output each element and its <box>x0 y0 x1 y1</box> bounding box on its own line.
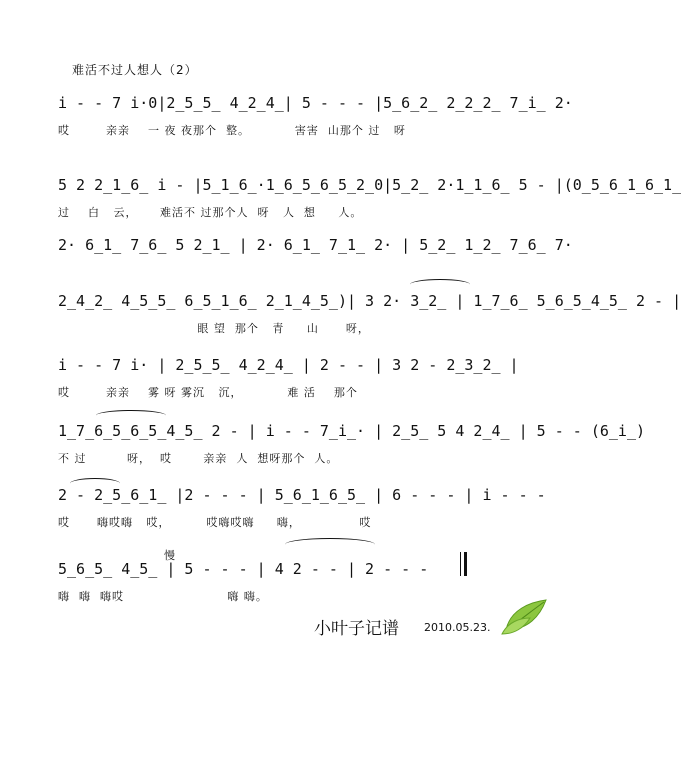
row-4-notes: 2̲4̲2̲ 4̲5̲5̲ 6̲5̲1̲6̲ 2̲1̲4̲5̲)| 3 2· 3̲2̲ | 1̲7̲6̲ 5̲6̲5̲4̲5̲ 2 - | <box>58 292 681 310</box>
row-1-notes: i - - 7 i·0|2̲5̲5̲ 4̲2̲4̲| 5 - - - |5̲6̲2̲ 2̲2̲2̲ 7̲i̲ 2· <box>58 94 573 112</box>
staff-row-7 <box>58 486 558 534</box>
row-3-notes: 2· 6̲1̲ 7̲6̲ 5 2̲1̲ | 2· 6̲1̲ 7̲1̲ 2· | 5̲2̲ 1̲2̲ 7̲6̲ 7· <box>58 236 573 254</box>
row-6-notes: 1̲7̲6̲5̲6̲5̲4̲5̲ 2 - | i - - 7̲i̲· | 2̲5̲ 5 4 2̲4̲ | 5 - - (6̲i̲) <box>58 422 645 440</box>
staff-row-5 <box>58 356 558 404</box>
tempo-mark: 慢 <box>164 549 175 562</box>
staff-row-4 <box>58 292 681 340</box>
slur-mark <box>70 478 120 489</box>
row-2-lyrics: 过 白 云， 难活不 过那个人 呀 人 想 人。 <box>58 206 363 219</box>
transcriber-signature: 小叶子记谱 <box>314 619 399 639</box>
staff-row-1 <box>58 94 573 142</box>
end-thick-barline <box>464 552 467 576</box>
row-8-notes: 5̲6̲5̲ 4̲5̲ | 5 - - - | 4 2 - - | 2 - - - <box>58 560 429 578</box>
row-2-notes: 5 2 2̲1̲6̲ i - |5̲1̲6̲·1̲6̲5̲6̲5̲2̲0|5̲2̲ 2·1̲1̲6̲ 5 - |(0̲5̲6̲1̲6̲1̲ <box>58 176 681 194</box>
slur-mark <box>410 279 470 290</box>
row-6-lyrics: 不 过 呀， 哎 亲亲 人 想呀那个 人。 <box>58 452 339 465</box>
staff-row-2 <box>58 176 681 224</box>
row-7-lyrics: 哎 嗨哎嗨 哎， 哎嗨哎嗨 嗨， 哎 <box>58 516 372 529</box>
row-7-notes: 2 - 2̲5̲6̲1̲ |2 - - - | 5̲6̲1̲6̲5̲ | 6 - - - | i - - - <box>58 486 546 504</box>
row-5-notes: i - - 7 i· | 2̲5̲5̲ 4̲2̲4̲ | 2 - - | 3 2 - 2̲3̲2̲ | <box>58 356 519 374</box>
end-thin-barline <box>460 552 461 576</box>
staff-row-3 <box>58 236 573 266</box>
row-8-lyrics: 嗨 嗨 嗨哎 嗨 嗨。 <box>58 590 268 603</box>
leaf-icon <box>500 596 550 638</box>
staff-row-8 <box>58 560 558 608</box>
song-title: 难活不过人想人（2） <box>72 63 198 77</box>
slur-mark <box>96 410 166 421</box>
row-4-lyrics: 眼 望 那个 青 山 呀， <box>58 322 370 335</box>
row-5-lyrics: 哎 亲亲 雾 呀 雾沉 沉， 难 活 那个 <box>58 386 358 399</box>
transcription-date: 2010.05.23. <box>424 621 491 634</box>
slur-mark <box>285 538 375 551</box>
row-1-lyrics: 哎 亲亲 一 夜 夜那个 整。 害害 山那个 过 呀 <box>58 124 406 137</box>
staff-row-6 <box>58 422 645 470</box>
